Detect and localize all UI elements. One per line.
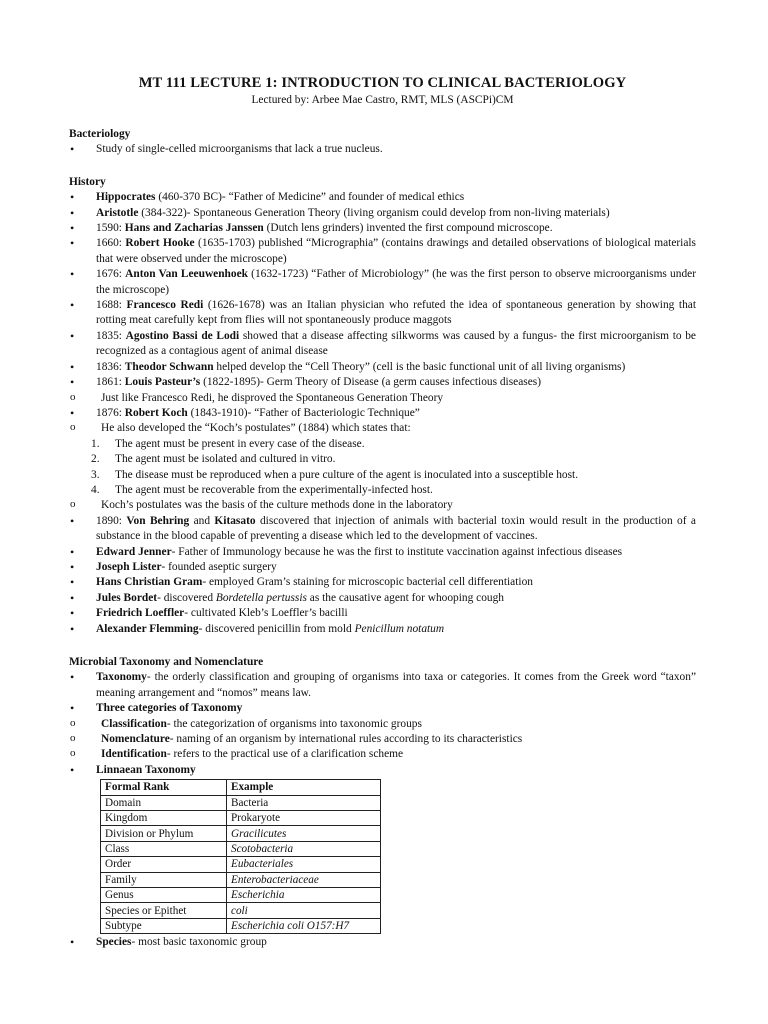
person-name: Agostino Bassi de Lodi bbox=[125, 329, 240, 342]
definition-text: Study of single-celled microorganisms that lack a true nucleus. bbox=[96, 143, 383, 156]
item-text: (1635-1703) published “Micrographia” (contains drawings and detailed observations of biological materials that were observed under the microscope) bbox=[96, 237, 696, 265]
year-prefix: 1861: bbox=[96, 376, 125, 389]
postulate-number: 1. bbox=[91, 437, 100, 450]
person-name: Hippocrates bbox=[96, 191, 156, 204]
year-prefix: 1835: bbox=[96, 329, 126, 342]
table-row bbox=[101, 795, 381, 810]
species-list bbox=[69, 935, 696, 950]
example-cell: Scotobacteria bbox=[227, 841, 381, 856]
sub-item bbox=[69, 732, 696, 747]
column-header-example: Example bbox=[227, 780, 381, 795]
item-text: (1632-1723) “Father of Microbiology” (he was the first person to observe microorganisms under the microscope) bbox=[96, 268, 696, 296]
person-name: Aristotle bbox=[96, 206, 139, 219]
postulate-text: The agent must be present in every case of the disease. bbox=[115, 437, 365, 450]
person-name: Anton Van Leeuwenhoek bbox=[125, 268, 248, 281]
item-text: (Dutch lens grinders) invented the first compound microscope. bbox=[263, 222, 553, 235]
connector-text: and bbox=[189, 514, 215, 527]
person-name: Louis Pasteur’s bbox=[124, 376, 201, 389]
item-text: (384-322)- Spontaneous Generation Theory (living organism could develop from non-living materials) bbox=[138, 206, 610, 219]
postulate-item bbox=[69, 452, 696, 467]
postulate-number: 4. bbox=[91, 483, 100, 496]
example-cell: Enterobacteriaceae bbox=[227, 872, 381, 887]
sub-item-text: - refers to the practical use of a clarification scheme bbox=[166, 748, 404, 761]
item-text: - discovered penicillin from mold bbox=[198, 622, 355, 635]
sub-item-text: Koch’s postulates was the basis of the culture methods done in the laboratory bbox=[101, 499, 453, 512]
item-text: (1822-1895)- Germ Theory of Disease (a germ causes infectious diseases) bbox=[200, 376, 541, 389]
list-item bbox=[69, 329, 696, 360]
term: Linnaean Taxonomy bbox=[96, 763, 196, 776]
year-prefix: 1836: bbox=[96, 360, 125, 373]
sub-item bbox=[69, 498, 696, 513]
lecturer-line: Lectured by: Arbee Mae Castro, RMT, MLS (ASCPi)CM bbox=[251, 94, 514, 106]
table-row bbox=[101, 826, 381, 841]
table-row bbox=[101, 811, 381, 826]
person-name: Theodor Schwann bbox=[124, 360, 214, 373]
item-text: - Father of Immunology because he was the first to institute vaccination against infectious diseases bbox=[171, 545, 623, 558]
table-row bbox=[101, 918, 381, 933]
list-item bbox=[69, 670, 696, 701]
item-text: (1626-1678) was an Italian physician who refuted the idea of spontaneous generation by showing that rotting meat carefully kept from flies will not spontaneously produce maggots bbox=[96, 299, 697, 327]
person-name: Joseph Lister bbox=[96, 560, 162, 573]
section-heading-taxonomy: Microbial Taxonomy and Nomenclature bbox=[69, 656, 264, 668]
list-item bbox=[69, 935, 696, 950]
item-text: - the orderly classification and grouping of organisms into taxa or categories. It comes from the Greek word “taxon” meaning arrangement and “nomos” means law. bbox=[96, 671, 696, 699]
item-text: (460-370 BC)- “Father of Medicine” and founder of medical ethics bbox=[155, 191, 465, 204]
table-row bbox=[101, 887, 381, 902]
list-item bbox=[69, 606, 696, 621]
item-text: - cultivated Kleb’s Loeffler’s bacilli bbox=[184, 607, 348, 620]
table-row bbox=[101, 872, 381, 887]
item-text: (1843-1910)- “Father of Bacteriologic Technique” bbox=[187, 406, 420, 419]
postulate-text: The disease must be reproduced when a pure culture of the agent is inoculated into a susceptible host. bbox=[115, 468, 579, 481]
person-name: Hans and Zacharias Janssen bbox=[124, 222, 264, 235]
person-name: Kitasato bbox=[214, 514, 256, 527]
rank-cell: Class bbox=[101, 841, 227, 856]
sub-item bbox=[69, 421, 696, 436]
year-prefix: 1660: bbox=[96, 237, 126, 250]
rank-cell: Division or Phylum bbox=[101, 826, 227, 841]
list-item bbox=[69, 142, 696, 157]
term: Three categories of Taxonomy bbox=[96, 702, 243, 715]
year-prefix: 1876: bbox=[96, 406, 125, 419]
table-row bbox=[101, 903, 381, 918]
term: Classification bbox=[101, 717, 167, 730]
list-item bbox=[69, 622, 696, 637]
list-item bbox=[69, 360, 696, 375]
sub-item-text: Just like Francesco Redi, he disproved the Spontaneous Generation Theory bbox=[101, 391, 444, 404]
list-item bbox=[69, 591, 696, 606]
list-item bbox=[69, 236, 696, 267]
table-row bbox=[101, 841, 381, 856]
sub-item bbox=[69, 747, 696, 762]
person-name: Francesco Redi bbox=[126, 299, 204, 312]
item-text: - founded aseptic surgery bbox=[161, 560, 277, 573]
person-name: Jules Bordet bbox=[96, 591, 158, 604]
rank-cell: Subtype bbox=[101, 918, 227, 933]
person-name: Hans Christian Gram bbox=[96, 576, 203, 589]
example-cell: coli bbox=[227, 903, 381, 918]
postulate-number: 3. bbox=[91, 468, 100, 481]
term: Species bbox=[96, 936, 132, 949]
list-item bbox=[69, 514, 696, 545]
item-text: showed that a disease affecting silkworms was caused by a fungus- the first microorganism to be recognized as a contagious agent of animal disease bbox=[96, 329, 696, 358]
rank-cell: Domain bbox=[101, 795, 227, 810]
list-item bbox=[69, 206, 696, 221]
list-item bbox=[69, 575, 696, 590]
section-heading-bacteriology: Bacteriology bbox=[69, 128, 131, 140]
person-name: Von Behring bbox=[126, 514, 190, 527]
column-header-rank: Formal Rank bbox=[101, 780, 227, 795]
rank-cell: Order bbox=[101, 857, 227, 872]
organism-name: Bordetella pertussis bbox=[215, 591, 307, 604]
item-text: as the causative agent for whooping cough bbox=[306, 591, 504, 604]
sub-item-text: He also developed the “Koch’s postulates” (1884) which states that: bbox=[101, 422, 411, 435]
list-item bbox=[69, 763, 696, 778]
postulate-item bbox=[69, 468, 696, 483]
postulate-number: 2. bbox=[91, 453, 100, 466]
person-name: Friedrich Loeffler bbox=[96, 607, 185, 620]
postulate-text: The agent must be isolated and cultured in vitro. bbox=[115, 453, 336, 466]
sub-item bbox=[69, 717, 696, 732]
list-item bbox=[69, 190, 696, 205]
rank-cell: Species or Epithet bbox=[101, 903, 227, 918]
example-cell: Bacteria bbox=[227, 795, 381, 810]
example-cell: Escherichia coli O157:H7 bbox=[227, 918, 381, 933]
organism-name: Penicillum notatum bbox=[354, 622, 445, 635]
section-heading-history: History bbox=[69, 175, 106, 188]
list-item bbox=[69, 560, 696, 575]
postulate-item bbox=[69, 483, 696, 498]
rank-cell: Family bbox=[101, 872, 227, 887]
example-cell: Prokaryote bbox=[227, 811, 381, 826]
list-item bbox=[69, 298, 696, 329]
term: Taxonomy bbox=[96, 671, 147, 684]
year-prefix: 1890: bbox=[96, 514, 127, 527]
table-header-row bbox=[101, 780, 381, 795]
term: Nomenclature bbox=[101, 733, 170, 746]
person-name: Robert Koch bbox=[124, 406, 188, 419]
item-text: - employed Gram’s staining for microscopic bacterial cell differentiation bbox=[202, 576, 533, 589]
list-item bbox=[69, 221, 696, 236]
list-item bbox=[69, 545, 696, 560]
list-item bbox=[69, 406, 696, 421]
rank-cell: Genus bbox=[101, 887, 227, 902]
person-name: Edward Jenner bbox=[96, 545, 172, 558]
year-prefix: 1590: bbox=[96, 222, 125, 235]
list-item bbox=[69, 701, 696, 716]
list-item bbox=[69, 375, 696, 390]
example-cell: Eubacteriales bbox=[227, 857, 381, 872]
person-name: Alexander Flemming bbox=[96, 622, 199, 635]
sub-item-text: - the categorization of organisms into taxonomic groups bbox=[166, 717, 422, 730]
item-text: - most basic taxonomic group bbox=[131, 936, 267, 949]
history-list bbox=[69, 190, 696, 637]
item-text: discovered that injection of animals with bacterial toxin would result in the production of a substance in the blood capable of preventing a disease which led to the development of vaccines. bbox=[96, 514, 696, 543]
document-title: MT 111 LECTURE 1: INTRODUCTION TO CLINICAL BACTERIOLOGY bbox=[138, 75, 627, 91]
year-prefix: 1688: bbox=[96, 299, 127, 312]
example-cell: Escherichia bbox=[227, 887, 381, 902]
linnaean-taxonomy-table bbox=[100, 779, 381, 934]
year-prefix: 1676: bbox=[96, 268, 126, 281]
sub-item bbox=[69, 391, 696, 406]
bacteriology-list bbox=[69, 142, 696, 157]
list-item bbox=[69, 267, 696, 298]
rank-cell: Kingdom bbox=[101, 811, 227, 826]
example-cell: Gracilicutes bbox=[227, 826, 381, 841]
person-name: Robert Hooke bbox=[125, 237, 195, 250]
item-text: - discovered bbox=[157, 591, 216, 604]
term: Identification bbox=[101, 748, 167, 761]
taxonomy-list bbox=[69, 670, 696, 778]
sub-item-text: - naming of an organism by international rules according to its characteristics bbox=[169, 733, 523, 746]
postulate-item bbox=[69, 437, 696, 452]
postulate-text: The agent must be recoverable from the experimentally-infected host. bbox=[115, 483, 433, 496]
item-text: helped develop the “Cell Theory” (cell is the basic functional unit of all living organisms) bbox=[213, 360, 626, 373]
table-row bbox=[101, 857, 381, 872]
